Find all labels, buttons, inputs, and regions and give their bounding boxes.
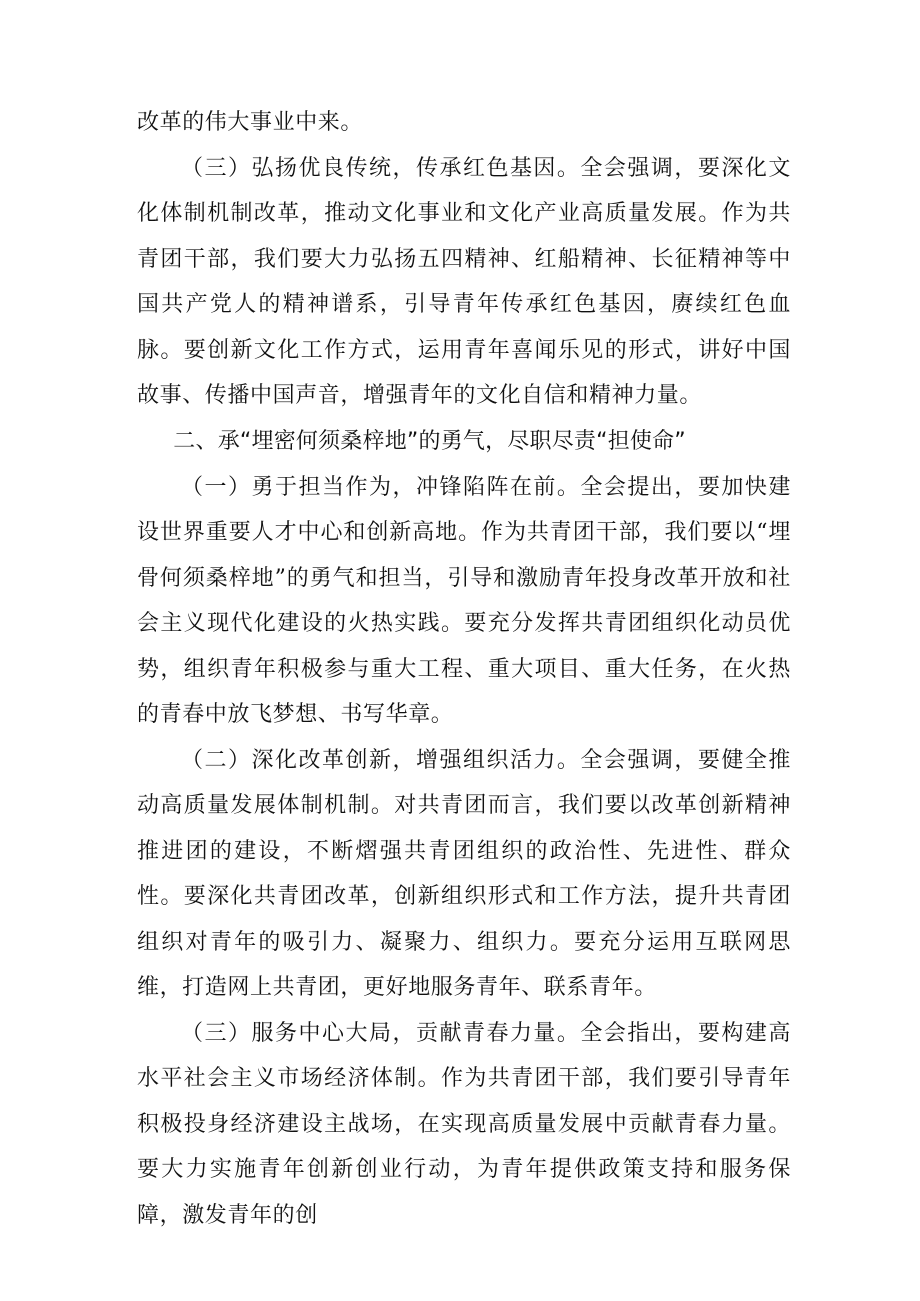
document-body — [137, 100, 791, 1238]
section-heading-2: 二、承“埋密何须桑梓地”的勇气，尽职尽责“担使命” — [173, 428, 686, 454]
paragraph-continuation: 改革的伟大事业中来。 — [137, 110, 364, 135]
paragraph-carry-forward-red-gene: （三）弘扬优良传统，传承红色基因。全会强调，要深化文化体制机制改革，推动文化事业和文化产业高质量发展。作为共青团干部，我们要大力弘扬五四精神、红船精神、长征精神等中国共产党人的精神谱系，引导青年传承红色基因，赓续红色血脉。要创新文化工作方式，运用青年喜闻乐见的形式，讲好中国故事、传播中国声音，增强青年的文化自信和精神力量。 — [137, 155, 791, 408]
paragraph-deepen-reform: （二）深化改革创新，增强组织活力。全会强调，要健全推动高质量发展体制机制。对共青团而言，我们要以改革创新精神推进团的建设，不断熠强共青团组织的政治性、先进性、群众性。要深化共青团改革，创新组织形式和工作方法，提升共青团组织对青年的吸引力、凝聚力、组织力。要充分运用互联网思维，打造网上共青团，更好地服务青年、联系青年。 — [137, 747, 791, 1000]
paragraph-take-responsibility: （一）勇于担当作为，冲锋陷阵在前。全会提出，要加快建设世界重要人才中心和创新高地。作为共青团干部，我们要以“埋骨何须桑梓地”的勇气和担当，引导和激励青年投身改革开放和社会主义现代化建设的火热实践。要充分发挥共青团组织化动员优势，组织青年积极参与重大工程、重大项目、重大任务，在火热的青春中放飞梦想、书写华章。 — [137, 474, 791, 727]
paragraph-serve-overall-situation: （三）服务中心大局，贡献青春力量。全会指出，要构建高水平社会主义市场经济体制。作为共青团干部，我们要引导青年积极投身经济建设主战场，在实现高质量发展中贡献青春力量。要大力实施青年创新创业行动，为青年提供政策支持和服务保障，激发青年的创 — [137, 1020, 791, 1228]
